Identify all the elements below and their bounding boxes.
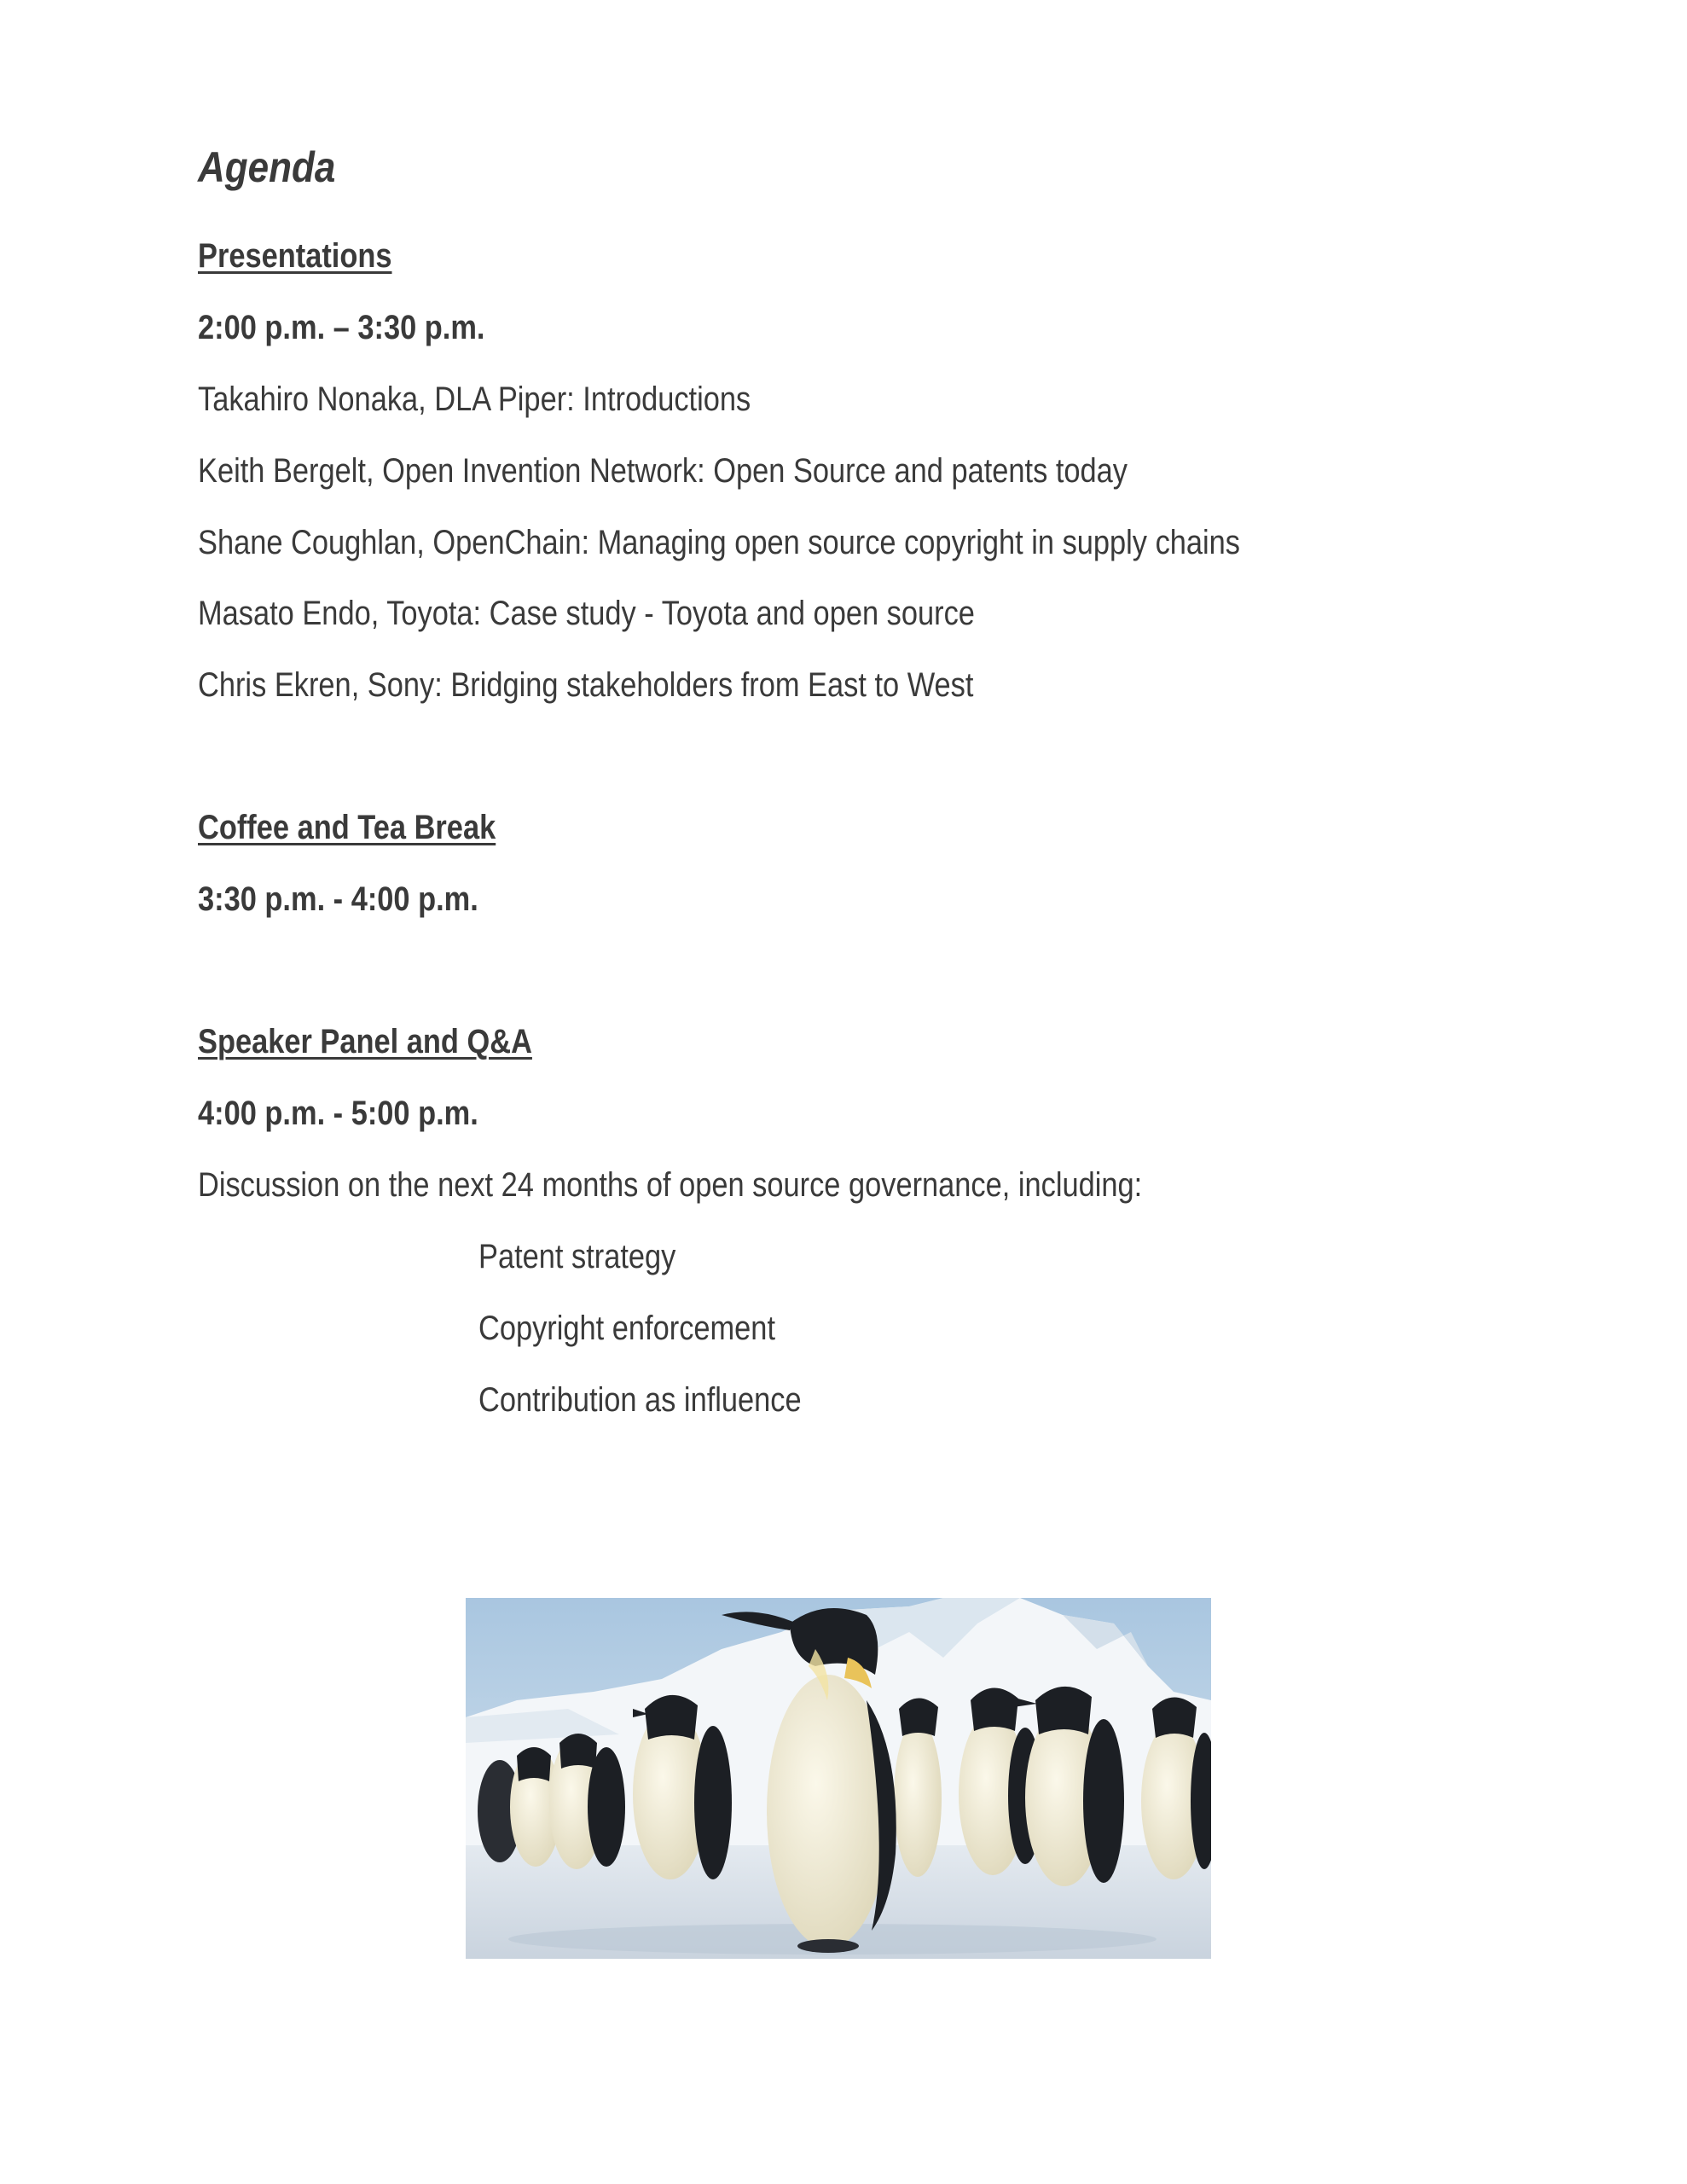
panel-topic: Contribution as influence bbox=[478, 1381, 802, 1419]
presentations-heading: Presentations bbox=[198, 237, 392, 275]
panel-topic: Copyright enforcement bbox=[478, 1310, 776, 1347]
presentations-time: 2:00 p.m. – 3:30 p.m. bbox=[198, 309, 485, 346]
panel-time: 4:00 p.m. - 5:00 p.m. bbox=[198, 1095, 478, 1132]
panel-heading: Speaker Panel and Q&A bbox=[198, 1023, 532, 1060]
page-title: Agenda bbox=[198, 143, 336, 191]
emperor-penguins-photo bbox=[466, 1598, 1211, 1959]
presentation-item: Takahiro Nonaka, DLA Piper: Introductions bbox=[198, 380, 751, 418]
presentation-item: Shane Coughlan, OpenChain: Managing open source copyright in supply chains bbox=[198, 524, 1241, 561]
panel-intro: Discussion on the next 24 months of open source governance, including: bbox=[198, 1166, 1143, 1204]
break-time: 3:30 p.m. - 4:00 p.m. bbox=[198, 880, 478, 918]
panel-topic: Patent strategy bbox=[478, 1238, 676, 1275]
presentation-item: Keith Bergelt, Open Invention Network: Open Source and patents today bbox=[198, 452, 1128, 490]
presentation-item: Chris Ekren, Sony: Bridging stakeholders from East to West bbox=[198, 666, 974, 704]
break-heading: Coffee and Tea Break bbox=[198, 809, 496, 846]
presentation-item: Masato Endo, Toyota: Case study - Toyota and open source bbox=[198, 595, 975, 632]
